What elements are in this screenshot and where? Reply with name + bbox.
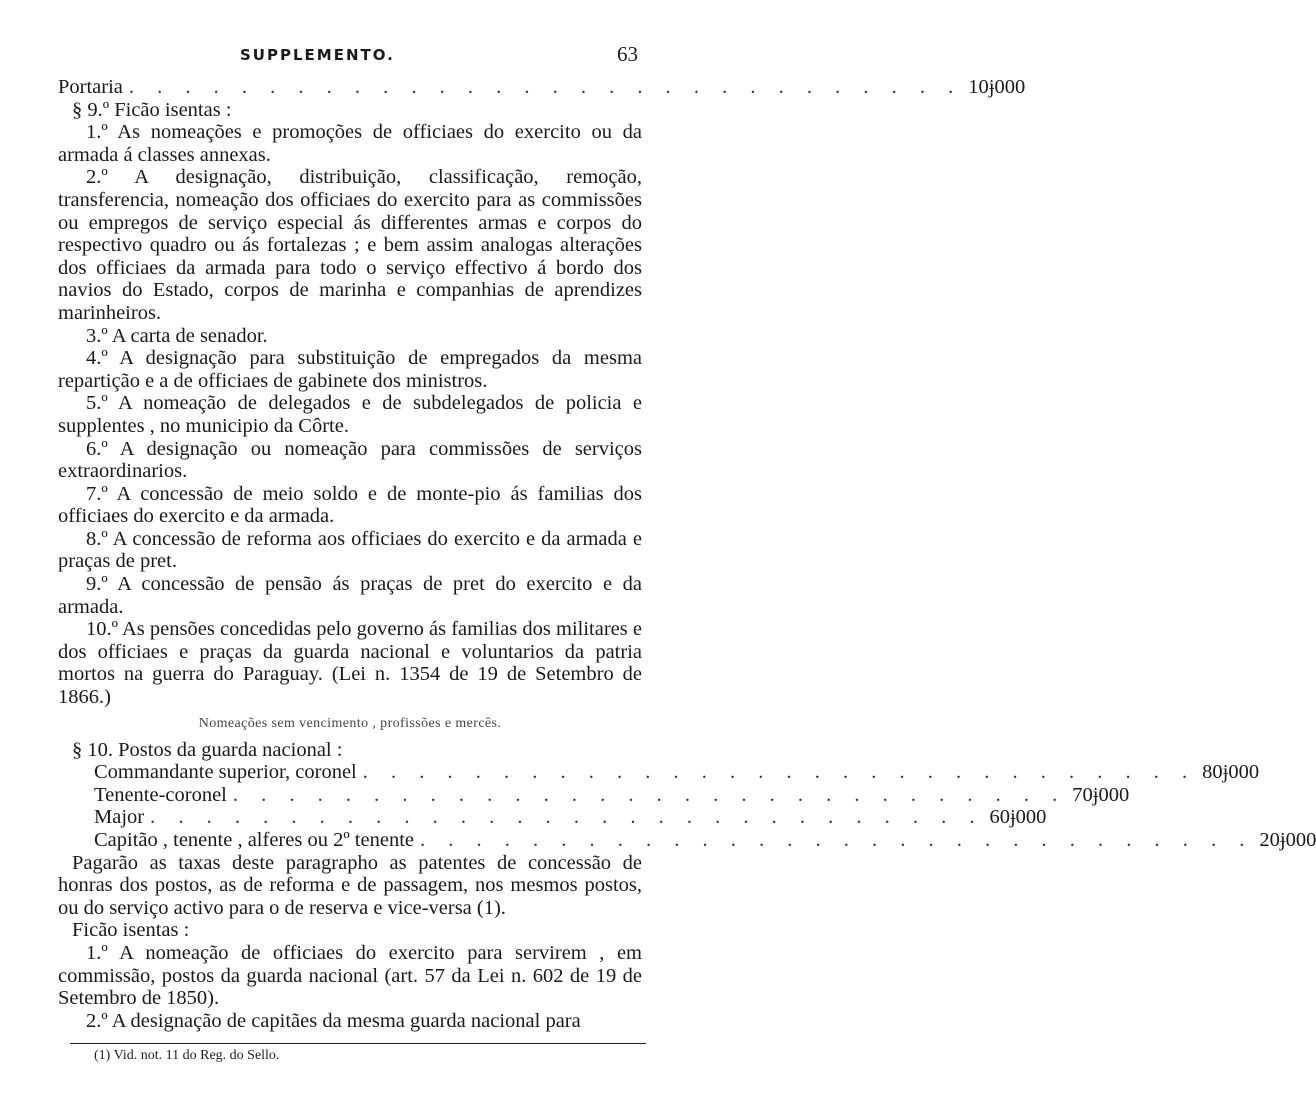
rank-fee-row — [58, 783, 1130, 807]
list-item: 7.º A concessão de meio soldo e de monte-pio ás familias dos officiaes do exercito e da armada. — [58, 482, 642, 528]
section-note: Nomeações sem vencimento , profissões e mercês. — [198, 715, 502, 731]
rank-label: Capitão , tenente , alferes ou 2º tenente — [94, 829, 414, 851]
list-item: 10.º As pensões concedidas pelo governo ás familias dos militares e dos officiaes e praças da guarda nacional e voluntarios da patria mortos na guerra do Paraguay. (Lei n. 1354 de 19 de Setembro de 1866.) — [58, 618, 642, 709]
leader-dots: . . . . . . . . . . . . . . . . . . . . . . . . . . . . . . — [150, 806, 984, 829]
rank-amount: 80ɉ000 — [1202, 761, 1260, 784]
running-title: SUPPLEMENTO. — [240, 46, 395, 64]
exempt-heading: Ficão isentas : — [72, 919, 190, 942]
rank-fee-row — [58, 761, 1260, 784]
rank-label: Commandante superior, coronel — [94, 761, 357, 784]
list-item: 4.º A designação para substituição de empregados da mesma repartição e a de officiaes de gabinete dos ministros. — [58, 347, 642, 392]
rank-label: Tenente-coronel — [94, 783, 227, 806]
page-header — [60, 40, 640, 70]
section-10-heading: § 10. Postos da guarda nacional : — [72, 738, 343, 761]
fee-amount: 10ɉ000 — [968, 76, 1026, 98]
list-item: 5.º A nomeação de delegados e de subdelegados de policia e supplentes , no municipio da Côrte. — [58, 392, 642, 437]
fee-label: Portaria — [58, 76, 123, 98]
page-body — [58, 76, 1316, 1032]
rank-label: Major — [94, 806, 145, 829]
page-number: 63 — [617, 42, 638, 66]
rank-fee-row — [58, 829, 1316, 852]
section-10-paragraph: Pagarão as taxas deste paragrapho as patentes de concessão de honras dos postos, as de reforma e de passagem, nos mesmos postos, ou do serviço activo para o de reserva e vice-versa (1). — [58, 851, 642, 919]
list-item: 2.º A designação de capitães da mesma guarda nacional para — [86, 1009, 581, 1032]
list-item: 1.º A nomeação de officiaes do exercito para servirem , em commissão, postos da guarda nacional (art. 57 da Lei n. 602 de 19 de Setembro de 1850). — [58, 941, 642, 1010]
footnote-divider — [70, 1043, 646, 1044]
leader-dots: . . . . . . . . . . . . . . . . . . . . . . . . . . . . . . — [362, 761, 1197, 784]
list-item: 1.º As nomeações e promoções de officiaes do exercito ou da armada á classes annexas. — [58, 121, 642, 166]
rank-amount: 70ɉ000 — [1072, 783, 1130, 806]
list-item: 2.º A designação, distribuição, classificação, remoção, transferencia, nomeação dos officiaes do exercito para as commissões ou empregos de serviço especial ás differentes armas e corpos do respectivo quadro ou ás fortalezas ; e bem assim analogas alterações dos officiaes da armada para todo o serviço effectivo á bordo dos navios do Estado, corpos de marinha e companhias de aprendizes marinheiros. — [58, 166, 642, 324]
list-item: 6.º A designação ou nomeação para commissões de serviços extraordinarios. — [58, 437, 642, 483]
section-9-heading: § 9.º Ficão isentas : — [72, 98, 232, 121]
footnote: (1) Vid. not. 11 do Reg. do Sello. — [94, 1048, 280, 1063]
leader-dots: . . . . . . . . . . . . . . . . . . . . . . . . . . . . . . — [232, 783, 1067, 806]
list-item: 9.º A concessão de pensão ás praças de pret do exercito e da armada. — [58, 573, 642, 618]
rank-fee-row — [58, 806, 1047, 829]
list-item: 8.º A concessão de reforma aos officiaes do exercito e da armada e praças de pret. — [58, 527, 642, 573]
list-item: 3.º A carta de senador. — [86, 324, 268, 347]
portaria-row — [58, 76, 1026, 99]
rank-amount: 20ɉ000 — [1259, 829, 1316, 851]
rank-amount: 60ɉ000 — [989, 806, 1047, 829]
leader-dots: . . . . . . . . . . . . . . . . . . . . . . . . . . . . . . — [420, 829, 1254, 851]
leader-dots: . . . . . . . . . . . . . . . . . . . . . . . . . . . . . . — [128, 76, 963, 98]
